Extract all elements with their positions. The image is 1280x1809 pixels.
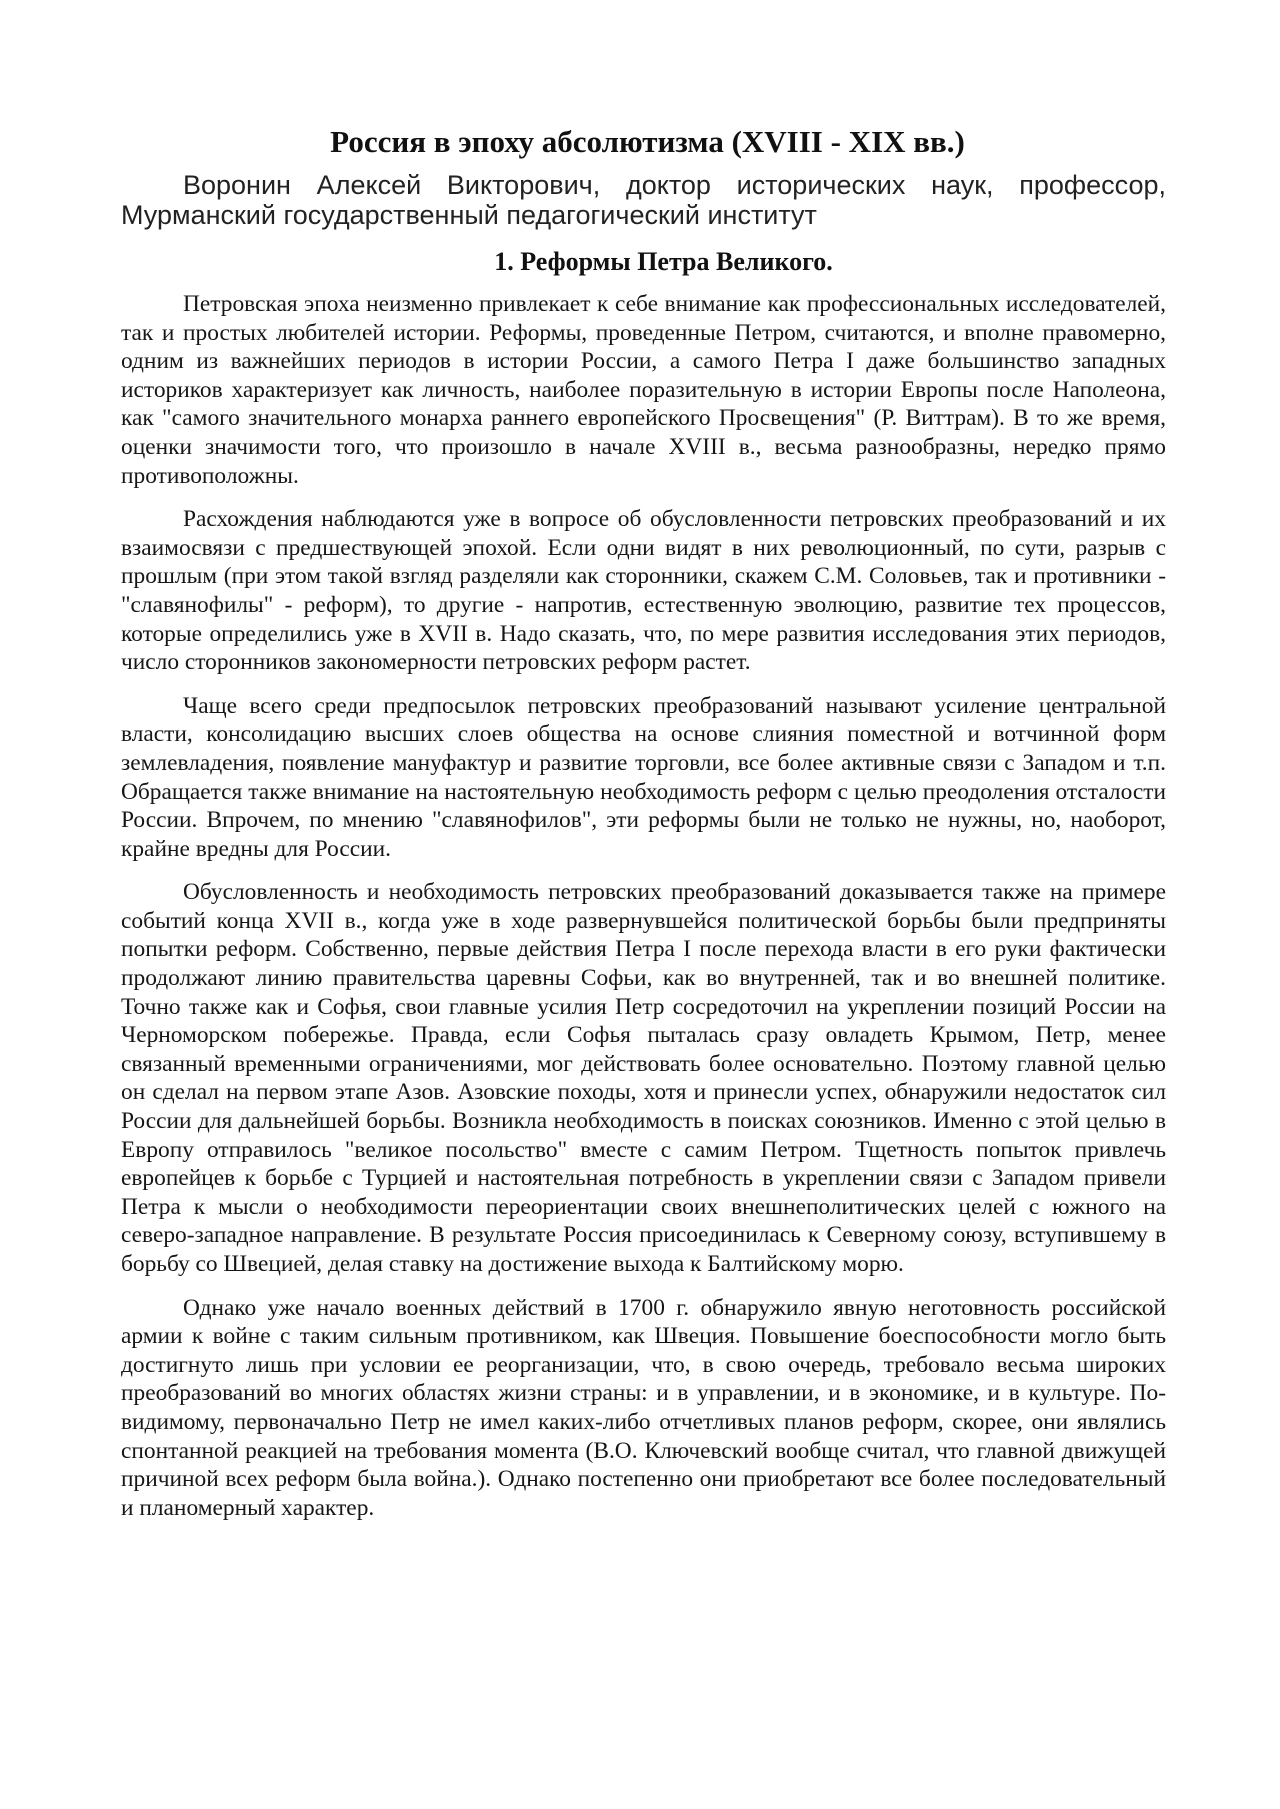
paragraph-5: Однако уже начало военных действий в 1700 г. обнаружило явную неготовность российской армии к войне с таким сильным противником, как Швеция. Повышение боеспособности могло быть достигнуто лишь при условии ее реорганизации, что, в свою очередь, требовало весьма широких преобразований во многих областях жизни страны: и в управлении, и в экономике, и в культуре. По-видимому, первоначально Петр не имел каких-либо отчетливых планов реформ, скорее, они являлись спонтанной реакцией на требования момента (В.О. Ключевский вообще считал, что главной движущей причиной всех реформ была война.). Однако постепенно они приобретают все более последовательный и планомерный характер.: [121, 1294, 1166, 1521]
section-heading: 1. Реформы Петра Великого.: [494, 247, 833, 276]
paragraph-1: Петровская эпоха неизменно привлекает к себе внимание как профессиональных исследователей, так и простых любителей истории. Реформы, проведенные Петром, считаются, и вполне правомерно, одним из важнейших периодов в истории России, а самого Петра I даже большинство западных историков характеризует как личность, наиболее поразительную в истории Европы после Наполеона, как "самого значительного монарха раннего европейского Просвещения" (Р. Виттрам). В то же время, оценки значимости того, что произошло в начале XVIII в., весьма разнообразны, нередко прямо противоположны.: [121, 291, 1166, 489]
paragraph-3: Чаще всего среди предпосылок петровских преобразований называют усиление центральной власти, консолидацию высших слоев общества на основе слияния поместной и вотчинной форм землевладения, появление мануфактур и развитие торговли, все более активные связи с Западом и т.п. Обращается также внимание на настоятельную необходимость реформ с целью преодоления отсталости России. Впрочем, по мнению "славянофилов", эти реформы были не только не нужны, но, наоборот, крайне вредны для России.: [121, 692, 1166, 862]
document-title: Россия в эпоху абсолютизма (XVIII - XIX вв.): [330, 124, 965, 159]
author-line: Воронин Алексей Викторович, доктор исторических наук, профессор, Мурманский государственный педагогический институт: [121, 170, 1166, 230]
document-body: [121, 122, 1166, 1537]
paragraph-4: Обусловленность и необходимость петровских преобразований доказывается также на примере событий конца XVII в., когда уже в ходе развернувшейся политической борьбы были предприняты попытки реформ. Собственно, первые действия Петра I после перехода власти в его руки фактически продолжают линию правительства царевны Софьи, как во внутренней, так и во внешней политике. Точно также как и Софья, свои главные усилия Петр сосредоточил на укреплении позиций России на Черноморском побережье. Правда, если Софья пыталась сразу овладеть Крымом, Петр, менее связанный временными ограничениями, мог действовать более основательно. Поэтому главной целью он сделал на первом этапе Азов. Азовские походы, хотя и принесли успех, обнаружили недостаток сил России для дальнейшей борьбы. Возникла необходимость в поисках союзников. Именно с этой целью в Европу отправилось "великое посольство" вместе с самим Петром. Тщетность попыток привлечь европейцев к борьбе с Турцией и настоятельная потребность в укреплении связи с Западом привели Петра к мысли о необходимости переориентации своих внешнеполитических целей с южного на северо-западное направление. В результате Россия присоединилась к Северному союзу, вступившему в борьбу со Швецией, делая ставку на достижение выхода к Балтийскому морю.: [121, 879, 1166, 1277]
paragraph-2: Расхождения наблюдаются уже в вопросе об обусловленности петровских преобразований и их взаимосвязи с предшествующей эпохой. Если одни видят в них революционный, по сути, разрыв с прошлым (при этом такой взгляд разделяли как сторонники, скажем С.М. Соловьев, так и противники -"славянофилы" - реформ), то другие - напротив, естественную эволюцию, развитие тех процессов, которые определились уже в XVII в. Надо сказать, что, по мере развития исследования этих периодов, число сторонников закономерности петровских реформ растет.: [121, 506, 1166, 676]
